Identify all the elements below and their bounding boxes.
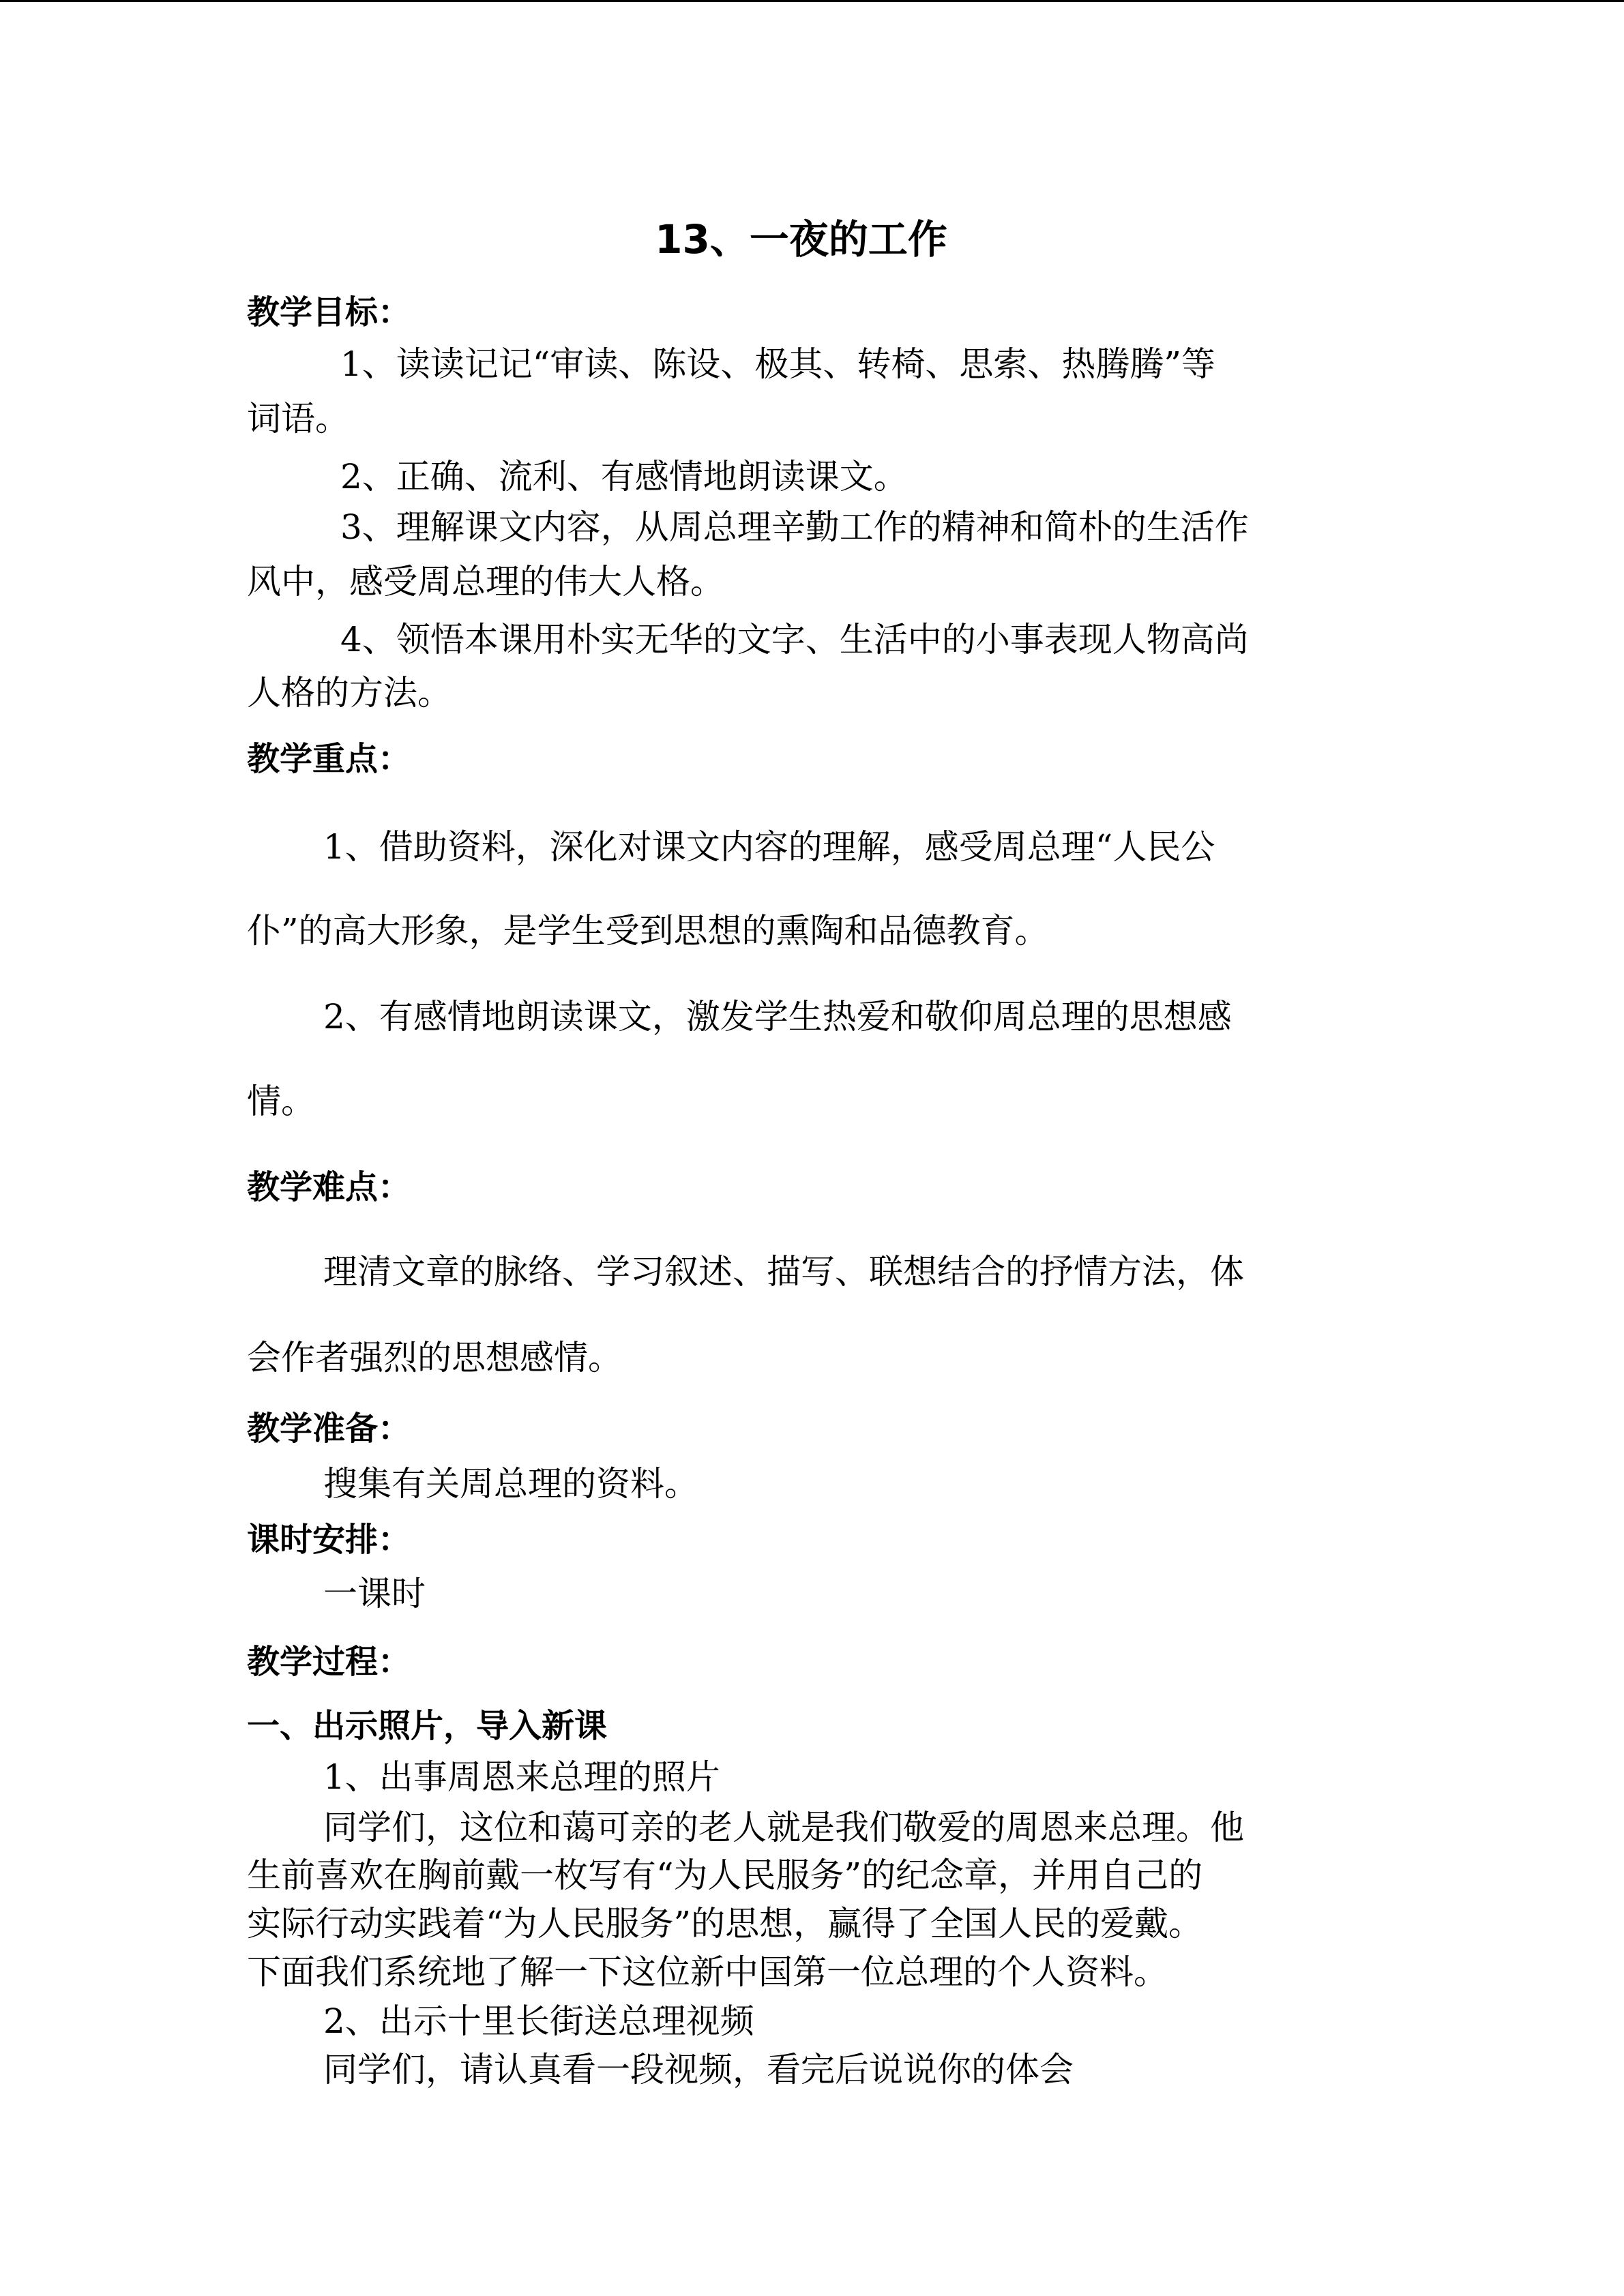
process-line: 1、出事周恩来总理的照片: [323, 1757, 720, 1797]
goals-heading: 教学目标：: [247, 293, 411, 331]
goals-line: 词语。: [247, 399, 349, 438]
process-section-one-title: 一、出示照片，导入新课: [247, 1707, 608, 1745]
key-points-line: 情。: [247, 1082, 315, 1121]
key-points-line: 1、借助资料，深化对课文内容的理解，感受周总理“人民公: [323, 827, 1215, 867]
goals-line: 4、领悟本课用朴实无华的文字、生活中的小事表现人物高尚: [340, 620, 1249, 659]
goals-line: 2、正确、流利、有感情地朗读课文。: [340, 457, 908, 496]
goals-line: 3、理解课文内容，从周总理辛勤工作的精神和简朴的生活作: [340, 507, 1249, 547]
schedule-heading: 课时安排：: [247, 1521, 411, 1559]
schedule-line: 一课时: [323, 1574, 426, 1613]
goals-line: 风中，感受周总理的伟大人格。: [247, 562, 724, 601]
key-points-line: 仆”的高大形象，是学生受到思想的熏陶和品德教育。: [247, 911, 1049, 951]
process-heading: 教学过程：: [247, 1643, 411, 1681]
difficulties-line: 理清文章的脉络、学习叙述、描写、联想结合的抒情方法，体: [323, 1252, 1244, 1292]
process-line: 实际行动实践着“为人民服务”的思想，赢得了全国人民的爱戴。: [247, 1904, 1203, 1943]
preparation-heading: 教学准备：: [247, 1410, 411, 1448]
goals-line: 人格的方法。: [247, 673, 452, 713]
difficulties-heading: 教学难点：: [247, 1168, 411, 1206]
preparation-line: 搜集有关周总理的资料。: [323, 1464, 698, 1504]
key-points-heading: 教学重点：: [247, 740, 411, 778]
document-title: 13、一夜的工作: [655, 216, 947, 263]
process-line: 2、出示十里长街送总理视频: [323, 2001, 754, 2041]
process-line: 同学们，请认真看一段视频，看完后说说你的体会: [323, 2050, 1074, 2089]
goals-line: 1、读读记记“审读、陈设、极其、转椅、思索、热腾腾”等: [340, 344, 1215, 384]
process-line: 下面我们系统地了解一下这位新中国第一位总理的个人资料。: [247, 1952, 1168, 1992]
top-border-rule: [0, 0, 1624, 2]
difficulties-line: 会作者强烈的思想感情。: [247, 1338, 622, 1377]
key-points-line: 2、有感情地朗读课文，激发学生热爱和敬仰周总理的思想感: [323, 997, 1232, 1037]
process-line: 同学们，这位和蔼可亲的老人就是我们敬爱的周恩来总理。他: [323, 1808, 1244, 1847]
process-line: 生前喜欢在胸前戴一枚写有“为人民服务”的纪念章，并用自己的: [247, 1855, 1203, 1895]
